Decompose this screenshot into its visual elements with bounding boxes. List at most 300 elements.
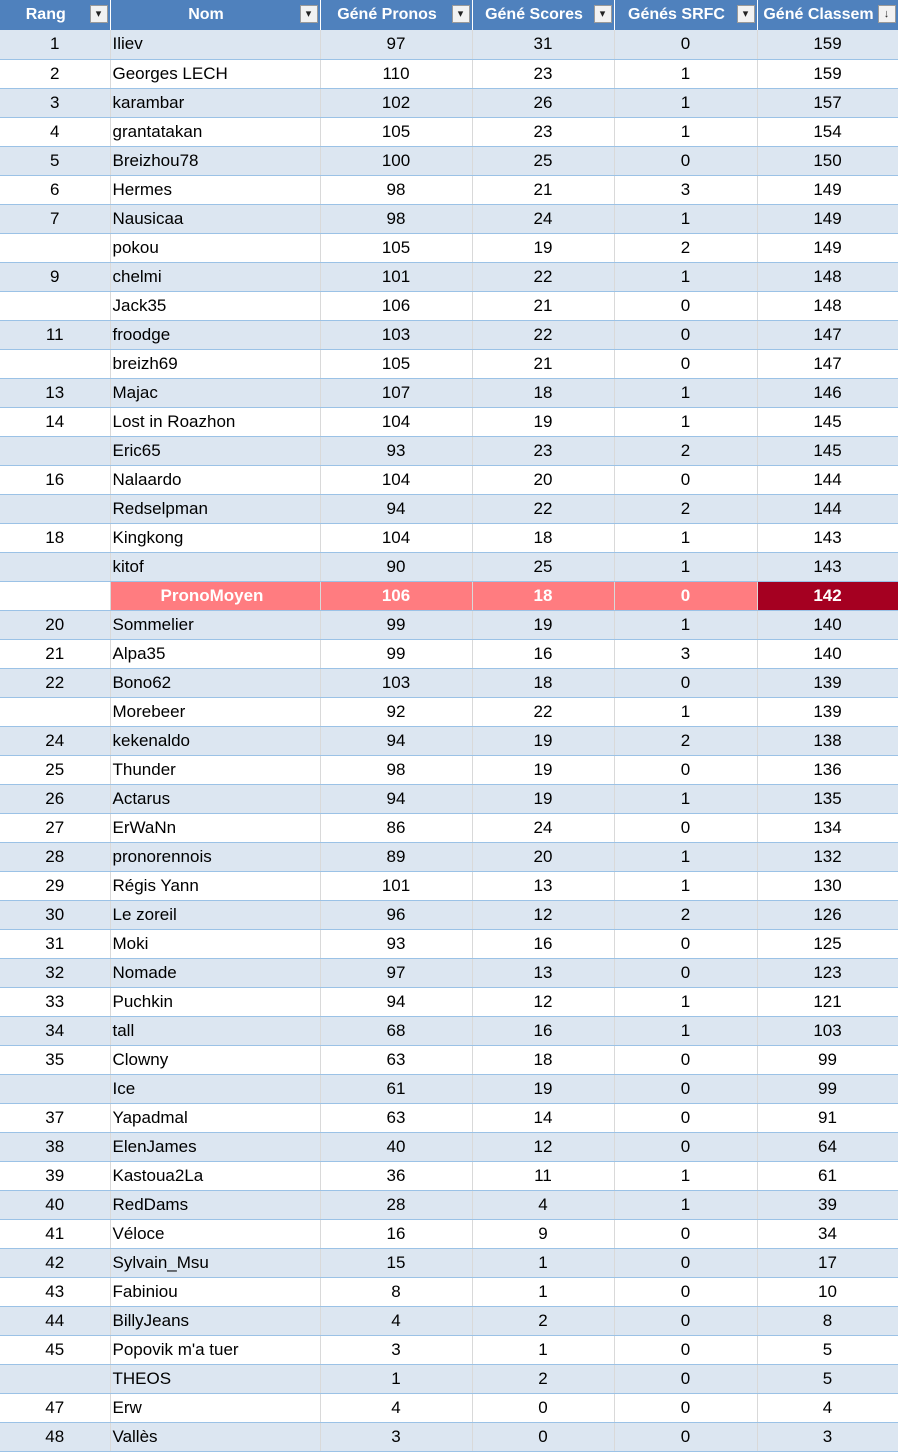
classement-cell[interactable]: 159 [757, 59, 898, 88]
scores-cell[interactable]: 16 [472, 929, 614, 958]
rank-cell[interactable]: 37 [0, 1103, 110, 1132]
srfc-cell[interactable]: 0 [614, 668, 757, 697]
classement-cell[interactable]: 145 [757, 436, 898, 465]
rank-cell[interactable]: 43 [0, 1277, 110, 1306]
name-cell[interactable]: Eric65 [110, 436, 320, 465]
pronos-cell[interactable]: 103 [320, 668, 472, 697]
scores-cell[interactable]: 16 [472, 639, 614, 668]
name-cell[interactable]: Thunder [110, 755, 320, 784]
rank-cell[interactable]: 44 [0, 1306, 110, 1335]
srfc-cell[interactable]: 0 [614, 1277, 757, 1306]
pronos-cell[interactable]: 4 [320, 1393, 472, 1422]
pronos-cell[interactable]: 40 [320, 1132, 472, 1161]
scores-cell[interactable]: 9 [472, 1219, 614, 1248]
srfc-cell[interactable]: 0 [614, 1393, 757, 1422]
classement-cell[interactable]: 5 [757, 1335, 898, 1364]
classement-cell[interactable]: 126 [757, 900, 898, 929]
classement-cell[interactable]: 147 [757, 349, 898, 378]
pronos-cell[interactable]: 1 [320, 1364, 472, 1393]
pronos-cell[interactable]: 96 [320, 900, 472, 929]
srfc-cell[interactable]: 1 [614, 59, 757, 88]
name-cell[interactable]: Moki [110, 929, 320, 958]
pronos-cell[interactable]: 16 [320, 1219, 472, 1248]
rank-cell[interactable]: 6 [0, 175, 110, 204]
scores-cell[interactable]: 23 [472, 117, 614, 146]
classement-cell[interactable]: 64 [757, 1132, 898, 1161]
classement-cell[interactable]: 149 [757, 204, 898, 233]
scores-cell[interactable]: 16 [472, 1016, 614, 1045]
scores-cell[interactable]: 24 [472, 813, 614, 842]
name-cell[interactable]: RedDams [110, 1190, 320, 1219]
classement-cell[interactable]: 8 [757, 1306, 898, 1335]
name-cell[interactable]: breizh69 [110, 349, 320, 378]
scores-cell[interactable]: 19 [472, 610, 614, 639]
name-cell[interactable]: kitof [110, 552, 320, 581]
classement-cell[interactable]: 4 [757, 1393, 898, 1422]
name-cell[interactable]: THEOS [110, 1364, 320, 1393]
srfc-cell[interactable]: 2 [614, 494, 757, 523]
name-cell[interactable]: Lost in Roazhon [110, 407, 320, 436]
classement-cell[interactable]: 150 [757, 146, 898, 175]
pronos-cell[interactable]: 104 [320, 407, 472, 436]
srfc-cell[interactable]: 0 [614, 146, 757, 175]
scores-cell[interactable]: 21 [472, 291, 614, 320]
classement-cell[interactable]: 91 [757, 1103, 898, 1132]
rank-cell[interactable]: 16 [0, 465, 110, 494]
scores-cell[interactable]: 1 [472, 1248, 614, 1277]
srfc-cell[interactable]: 1 [614, 523, 757, 552]
classement-cell[interactable]: 3 [757, 1422, 898, 1451]
pronos-cell[interactable]: 3 [320, 1335, 472, 1364]
name-cell[interactable]: Jack35 [110, 291, 320, 320]
rank-cell[interactable]: 1 [0, 30, 110, 59]
pronos-cell[interactable]: 63 [320, 1045, 472, 1074]
name-cell[interactable]: Nalaardo [110, 465, 320, 494]
pronos-cell[interactable]: 106 [320, 581, 472, 610]
classement-cell[interactable]: 138 [757, 726, 898, 755]
name-cell[interactable]: Erw [110, 1393, 320, 1422]
name-cell[interactable]: Puchkin [110, 987, 320, 1016]
srfc-cell[interactable]: 1 [614, 842, 757, 871]
rank-cell[interactable]: 30 [0, 900, 110, 929]
pronos-cell[interactable]: 89 [320, 842, 472, 871]
classement-cell[interactable]: 140 [757, 639, 898, 668]
srfc-cell[interactable]: 1 [614, 204, 757, 233]
pronos-cell[interactable]: 94 [320, 784, 472, 813]
scores-cell[interactable]: 25 [472, 146, 614, 175]
classement-cell[interactable]: 154 [757, 117, 898, 146]
classement-cell[interactable]: 103 [757, 1016, 898, 1045]
srfc-cell[interactable]: 1 [614, 378, 757, 407]
classement-cell[interactable]: 134 [757, 813, 898, 842]
classement-cell[interactable]: 121 [757, 987, 898, 1016]
pronos-cell[interactable]: 110 [320, 59, 472, 88]
scores-cell[interactable]: 26 [472, 88, 614, 117]
name-cell[interactable]: Nomade [110, 958, 320, 987]
rank-cell[interactable]: 27 [0, 813, 110, 842]
scores-cell[interactable]: 19 [472, 407, 614, 436]
classement-cell[interactable]: 146 [757, 378, 898, 407]
rank-cell[interactable]: 3 [0, 88, 110, 117]
name-cell[interactable]: kekenaldo [110, 726, 320, 755]
scores-cell[interactable]: 1 [472, 1335, 614, 1364]
pronos-cell[interactable]: 98 [320, 175, 472, 204]
name-cell[interactable]: Actarus [110, 784, 320, 813]
scores-cell[interactable]: 18 [472, 1045, 614, 1074]
scores-cell[interactable]: 18 [472, 668, 614, 697]
classement-cell[interactable]: 140 [757, 610, 898, 639]
srfc-cell[interactable]: 0 [614, 291, 757, 320]
pronos-cell[interactable]: 94 [320, 987, 472, 1016]
pronos-cell[interactable]: 8 [320, 1277, 472, 1306]
name-cell[interactable]: Morebeer [110, 697, 320, 726]
classement-cell[interactable]: 143 [757, 552, 898, 581]
name-cell[interactable]: grantatakan [110, 117, 320, 146]
name-cell[interactable]: Le zoreil [110, 900, 320, 929]
rank-cell[interactable] [0, 349, 110, 378]
pronos-cell[interactable]: 4 [320, 1306, 472, 1335]
name-cell[interactable]: Fabiniou [110, 1277, 320, 1306]
rank-cell[interactable]: 31 [0, 929, 110, 958]
pronos-cell[interactable]: 94 [320, 726, 472, 755]
rank-cell[interactable]: 21 [0, 639, 110, 668]
scores-cell[interactable]: 25 [472, 552, 614, 581]
name-cell[interactable]: Alpa35 [110, 639, 320, 668]
rank-cell[interactable]: 11 [0, 320, 110, 349]
filter-dropdown-icon[interactable]: ▾ [594, 5, 612, 23]
srfc-cell[interactable]: 1 [614, 262, 757, 291]
srfc-cell[interactable]: 3 [614, 639, 757, 668]
scores-cell[interactable]: 4 [472, 1190, 614, 1219]
name-cell[interactable]: ErWaNn [110, 813, 320, 842]
name-cell[interactable]: Iliev [110, 30, 320, 59]
scores-cell[interactable]: 20 [472, 842, 614, 871]
pronos-cell[interactable]: 104 [320, 523, 472, 552]
rank-cell[interactable]: 33 [0, 987, 110, 1016]
srfc-cell[interactable]: 0 [614, 929, 757, 958]
name-cell[interactable]: Nausicaa [110, 204, 320, 233]
scores-cell[interactable]: 14 [472, 1103, 614, 1132]
filter-dropdown-icon[interactable]: ▾ [300, 5, 318, 23]
name-cell[interactable]: BillyJeans [110, 1306, 320, 1335]
name-cell[interactable]: ElenJames [110, 1132, 320, 1161]
srfc-cell[interactable]: 1 [614, 610, 757, 639]
rank-cell[interactable]: 35 [0, 1045, 110, 1074]
pronos-cell[interactable]: 100 [320, 146, 472, 175]
pronos-cell[interactable]: 102 [320, 88, 472, 117]
srfc-cell[interactable]: 0 [614, 958, 757, 987]
classement-cell[interactable]: 144 [757, 465, 898, 494]
classement-cell[interactable]: 99 [757, 1074, 898, 1103]
classement-cell[interactable]: 139 [757, 697, 898, 726]
classement-cell[interactable]: 149 [757, 233, 898, 262]
pronos-cell[interactable]: 101 [320, 871, 472, 900]
srfc-cell[interactable]: 0 [614, 813, 757, 842]
name-cell[interactable]: karambar [110, 88, 320, 117]
classement-cell[interactable]: 99 [757, 1045, 898, 1074]
scores-cell[interactable]: 22 [472, 320, 614, 349]
filter-dropdown-icon[interactable]: ▾ [452, 5, 470, 23]
pronos-cell[interactable]: 94 [320, 494, 472, 523]
name-cell[interactable]: Breizhou78 [110, 146, 320, 175]
rank-cell[interactable] [0, 291, 110, 320]
srfc-cell[interactable]: 1 [614, 784, 757, 813]
rank-cell[interactable]: 24 [0, 726, 110, 755]
pronos-cell[interactable]: 61 [320, 1074, 472, 1103]
classement-cell[interactable]: 148 [757, 262, 898, 291]
scores-cell[interactable]: 0 [472, 1393, 614, 1422]
scores-cell[interactable]: 11 [472, 1161, 614, 1190]
rank-cell[interactable]: 47 [0, 1393, 110, 1422]
rank-cell[interactable] [0, 697, 110, 726]
name-cell[interactable]: Popovik m'a tuer [110, 1335, 320, 1364]
classement-cell[interactable]: 159 [757, 30, 898, 59]
pronos-cell[interactable]: 106 [320, 291, 472, 320]
classement-cell[interactable]: 135 [757, 784, 898, 813]
pronos-cell[interactable]: 86 [320, 813, 472, 842]
scores-cell[interactable]: 18 [472, 378, 614, 407]
scores-cell[interactable]: 0 [472, 1422, 614, 1451]
pronos-cell[interactable]: 99 [320, 639, 472, 668]
pronos-cell[interactable]: 3 [320, 1422, 472, 1451]
srfc-cell[interactable]: 1 [614, 1161, 757, 1190]
srfc-cell[interactable]: 1 [614, 871, 757, 900]
classement-cell[interactable]: 5 [757, 1364, 898, 1393]
scores-cell[interactable]: 12 [472, 987, 614, 1016]
pronos-cell[interactable]: 104 [320, 465, 472, 494]
rank-cell[interactable] [0, 233, 110, 262]
srfc-cell[interactable]: 0 [614, 320, 757, 349]
name-cell[interactable]: Kastoua2La [110, 1161, 320, 1190]
scores-cell[interactable]: 2 [472, 1364, 614, 1393]
classement-cell[interactable]: 61 [757, 1161, 898, 1190]
pronos-cell[interactable]: 107 [320, 378, 472, 407]
classement-cell[interactable]: 142 [757, 581, 898, 610]
scores-cell[interactable]: 19 [472, 726, 614, 755]
srfc-cell[interactable]: 0 [614, 1045, 757, 1074]
name-cell[interactable]: tall [110, 1016, 320, 1045]
srfc-cell[interactable]: 0 [614, 1219, 757, 1248]
pronos-cell[interactable]: 105 [320, 233, 472, 262]
rank-cell[interactable]: 45 [0, 1335, 110, 1364]
pronos-cell[interactable]: 103 [320, 320, 472, 349]
name-cell[interactable]: Hermes [110, 175, 320, 204]
scores-cell[interactable]: 19 [472, 233, 614, 262]
rank-cell[interactable]: 5 [0, 146, 110, 175]
scores-cell[interactable]: 19 [472, 784, 614, 813]
classement-cell[interactable]: 39 [757, 1190, 898, 1219]
classement-cell[interactable]: 149 [757, 175, 898, 204]
srfc-cell[interactable]: 0 [614, 30, 757, 59]
pronos-cell[interactable]: 98 [320, 755, 472, 784]
rank-cell[interactable]: 22 [0, 668, 110, 697]
pronos-cell[interactable]: 97 [320, 958, 472, 987]
pronos-cell[interactable]: 36 [320, 1161, 472, 1190]
pronos-cell[interactable]: 105 [320, 117, 472, 146]
scores-cell[interactable]: 1 [472, 1277, 614, 1306]
name-cell[interactable]: PronoMoyen [110, 581, 320, 610]
pronos-cell[interactable]: 68 [320, 1016, 472, 1045]
srfc-cell[interactable]: 1 [614, 1016, 757, 1045]
srfc-cell[interactable]: 1 [614, 987, 757, 1016]
classement-cell[interactable]: 157 [757, 88, 898, 117]
name-cell[interactable]: Yapadmal [110, 1103, 320, 1132]
scores-cell[interactable]: 19 [472, 1074, 614, 1103]
filter-dropdown-icon[interactable]: ▾ [737, 5, 755, 23]
rank-cell[interactable]: 40 [0, 1190, 110, 1219]
rank-cell[interactable]: 25 [0, 755, 110, 784]
name-cell[interactable]: Clowny [110, 1045, 320, 1074]
srfc-cell[interactable]: 2 [614, 233, 757, 262]
srfc-cell[interactable]: 2 [614, 726, 757, 755]
classement-cell[interactable]: 143 [757, 523, 898, 552]
srfc-cell[interactable]: 0 [614, 581, 757, 610]
name-cell[interactable]: Georges LECH [110, 59, 320, 88]
rank-cell[interactable]: 34 [0, 1016, 110, 1045]
srfc-cell[interactable]: 1 [614, 1190, 757, 1219]
classement-cell[interactable]: 136 [757, 755, 898, 784]
scores-cell[interactable]: 13 [472, 958, 614, 987]
pronos-cell[interactable]: 98 [320, 204, 472, 233]
name-cell[interactable]: Sylvain_Msu [110, 1248, 320, 1277]
pronos-cell[interactable]: 99 [320, 610, 472, 639]
scores-cell[interactable]: 2 [472, 1306, 614, 1335]
name-cell[interactable]: Redselpman [110, 494, 320, 523]
name-cell[interactable]: Véloce [110, 1219, 320, 1248]
srfc-cell[interactable]: 0 [614, 1422, 757, 1451]
rank-cell[interactable]: 41 [0, 1219, 110, 1248]
rank-cell[interactable]: 38 [0, 1132, 110, 1161]
pronos-cell[interactable]: 101 [320, 262, 472, 291]
pronos-cell[interactable]: 97 [320, 30, 472, 59]
scores-cell[interactable]: 12 [472, 900, 614, 929]
pronos-cell[interactable]: 63 [320, 1103, 472, 1132]
rank-cell[interactable]: 48 [0, 1422, 110, 1451]
classement-cell[interactable]: 17 [757, 1248, 898, 1277]
name-cell[interactable]: Bono62 [110, 668, 320, 697]
pronos-cell[interactable]: 92 [320, 697, 472, 726]
classement-cell[interactable]: 34 [757, 1219, 898, 1248]
scores-cell[interactable]: 12 [472, 1132, 614, 1161]
classement-cell[interactable]: 139 [757, 668, 898, 697]
classement-cell[interactable]: 130 [757, 871, 898, 900]
rank-cell[interactable]: 13 [0, 378, 110, 407]
srfc-cell[interactable]: 0 [614, 1364, 757, 1393]
srfc-cell[interactable]: 3 [614, 175, 757, 204]
srfc-cell[interactable]: 0 [614, 1306, 757, 1335]
scores-cell[interactable]: 22 [472, 494, 614, 523]
classement-cell[interactable]: 145 [757, 407, 898, 436]
name-cell[interactable]: Majac [110, 378, 320, 407]
scores-cell[interactable]: 13 [472, 871, 614, 900]
rank-cell[interactable]: 39 [0, 1161, 110, 1190]
classement-cell[interactable]: 123 [757, 958, 898, 987]
name-cell[interactable]: Sommelier [110, 610, 320, 639]
rank-cell[interactable] [0, 494, 110, 523]
rank-cell[interactable]: 20 [0, 610, 110, 639]
scores-cell[interactable]: 24 [472, 204, 614, 233]
name-cell[interactable]: Kingkong [110, 523, 320, 552]
name-cell[interactable]: Vallès [110, 1422, 320, 1451]
rank-cell[interactable]: 14 [0, 407, 110, 436]
srfc-cell[interactable]: 0 [614, 1103, 757, 1132]
classement-cell[interactable]: 125 [757, 929, 898, 958]
srfc-cell[interactable]: 2 [614, 900, 757, 929]
name-cell[interactable]: froodge [110, 320, 320, 349]
srfc-cell[interactable]: 0 [614, 755, 757, 784]
srfc-cell[interactable]: 0 [614, 1132, 757, 1161]
pronos-cell[interactable]: 93 [320, 436, 472, 465]
srfc-cell[interactable]: 0 [614, 1335, 757, 1364]
pronos-cell[interactable]: 93 [320, 929, 472, 958]
classement-cell[interactable]: 148 [757, 291, 898, 320]
filter-dropdown-icon[interactable]: ▾ [90, 5, 108, 23]
rank-cell[interactable] [0, 1074, 110, 1103]
srfc-cell[interactable]: 0 [614, 1248, 757, 1277]
rank-cell[interactable]: 26 [0, 784, 110, 813]
scores-cell[interactable]: 19 [472, 755, 614, 784]
scores-cell[interactable]: 23 [472, 436, 614, 465]
classement-cell[interactable]: 132 [757, 842, 898, 871]
srfc-cell[interactable]: 1 [614, 407, 757, 436]
sort-descending-filter-icon[interactable]: ↓ [878, 5, 896, 23]
scores-cell[interactable]: 23 [472, 59, 614, 88]
pronos-cell[interactable]: 105 [320, 349, 472, 378]
rank-cell[interactable]: 2 [0, 59, 110, 88]
srfc-cell[interactable]: 2 [614, 436, 757, 465]
name-cell[interactable]: pokou [110, 233, 320, 262]
srfc-cell[interactable]: 1 [614, 117, 757, 146]
rank-cell[interactable] [0, 1364, 110, 1393]
pronos-cell[interactable]: 28 [320, 1190, 472, 1219]
pronos-cell[interactable]: 15 [320, 1248, 472, 1277]
pronos-cell[interactable]: 90 [320, 552, 472, 581]
rank-cell[interactable]: 28 [0, 842, 110, 871]
rank-cell[interactable]: 29 [0, 871, 110, 900]
rank-cell[interactable]: 4 [0, 117, 110, 146]
rank-cell[interactable] [0, 552, 110, 581]
rank-cell[interactable] [0, 581, 110, 610]
name-cell[interactable]: chelmi [110, 262, 320, 291]
scores-cell[interactable]: 21 [472, 175, 614, 204]
srfc-cell[interactable]: 1 [614, 552, 757, 581]
rank-cell[interactable]: 9 [0, 262, 110, 291]
srfc-cell[interactable]: 0 [614, 465, 757, 494]
rank-cell[interactable] [0, 436, 110, 465]
scores-cell[interactable]: 22 [472, 697, 614, 726]
classement-cell[interactable]: 147 [757, 320, 898, 349]
classement-cell[interactable]: 144 [757, 494, 898, 523]
rank-cell[interactable]: 7 [0, 204, 110, 233]
scores-cell[interactable]: 31 [472, 30, 614, 59]
name-cell[interactable]: pronorennois [110, 842, 320, 871]
rank-cell[interactable]: 32 [0, 958, 110, 987]
scores-cell[interactable]: 20 [472, 465, 614, 494]
classement-cell[interactable]: 10 [757, 1277, 898, 1306]
rank-cell[interactable]: 42 [0, 1248, 110, 1277]
name-cell[interactable]: Régis Yann [110, 871, 320, 900]
srfc-cell[interactable]: 0 [614, 349, 757, 378]
scores-cell[interactable]: 22 [472, 262, 614, 291]
name-cell[interactable]: Ice [110, 1074, 320, 1103]
scores-cell[interactable]: 21 [472, 349, 614, 378]
srfc-cell[interactable]: 0 [614, 1074, 757, 1103]
scores-cell[interactable]: 18 [472, 523, 614, 552]
rank-cell[interactable]: 18 [0, 523, 110, 552]
srfc-cell[interactable]: 1 [614, 697, 757, 726]
scores-cell[interactable]: 18 [472, 581, 614, 610]
srfc-cell[interactable]: 1 [614, 88, 757, 117]
